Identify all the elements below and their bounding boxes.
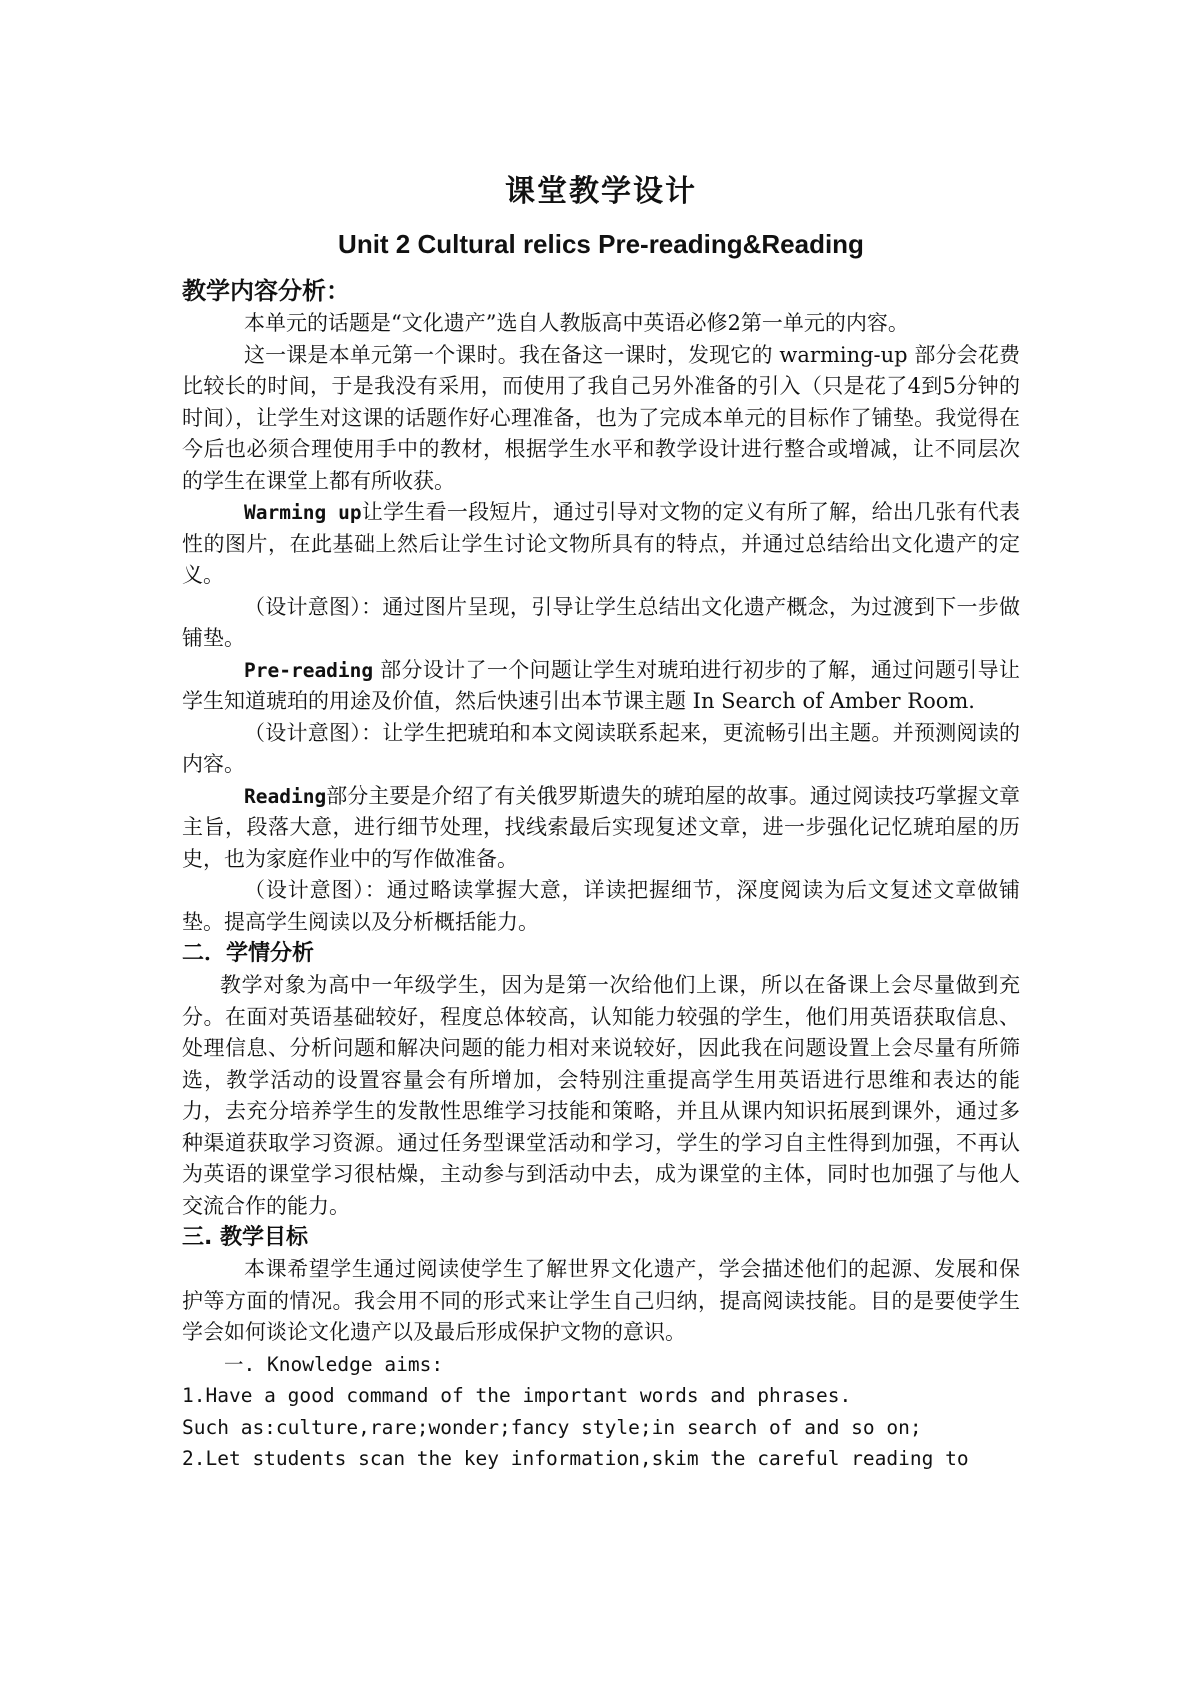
list-item: 1.Have a good command of the important words and phrases. (182, 1384, 852, 1407)
knowledge-aims-heading: 一. Knowledge aims: (224, 1352, 444, 1376)
paragraph: 这一课是本单元第一个课时。我在备这一课时，发现它的 warming-up 部分会花费比较长的时间，于是我没有采用，而使用了我自己另外准备的引入（只是花了4到5分钟的时间），让学生对这课的话题作好心理准备，也为了完成本单元的目标作了铺垫。我觉得在今后也必须合理使用手中的教材，根据学生水平和教学设计进行整合或增减，让不同层次的学生在课堂上都有所收获。 (182, 342, 1020, 493)
section-heading-learner-analysis: 二．学情分析 (182, 941, 315, 966)
paragraph-lead-term: Pre-reading (244, 658, 374, 682)
paragraph: 本单元的话题是“文化遗产”选自人教版高中英语必修2第一单元的内容。 (244, 311, 909, 335)
page-title: 课堂教学设计 (505, 174, 697, 209)
paragraph-text: 部分主要是介绍了有关俄罗斯遗失的琥珀屋的故事。通过阅读技巧掌握文章主旨，段落大意，进行细节处理，找线索最后实现复述文章，进一步强化记忆琥珀屋的历史，也为家庭作业中的写作做准备。 (182, 783, 1020, 871)
paragraph (182, 655, 1020, 718)
page-subtitle: Unit 2 Cultural relics Pre-reading&Reading (338, 229, 864, 259)
design-intent-paragraph: （设计意图）：通过略读掌握大意，详读把握细节，深度阅读为后文复述文章做铺垫。提高学生阅读以及分析概括能力。 (182, 878, 1020, 934)
design-intent-paragraph: （设计意图）：通过图片呈现，引导让学生总结出文化遗产概念，为过渡到下一步做铺垫。 (182, 594, 1020, 650)
paragraph-lead-term: Reading (244, 784, 327, 808)
section-heading-objectives: 三. 教学目标 (182, 1225, 309, 1250)
list-item: 2.Let students scan the key information,skim the careful reading to (182, 1447, 969, 1470)
design-intent-paragraph: （设计意图）：让学生把琥珀和本文阅读联系起来，更流畅引出主题。并预测阅读的内容。 (182, 720, 1020, 776)
paragraph-text: 部分设计了一个问题让学生对琥珀进行初步的了解，通过问题引导让学生知道琥珀的用途及价值，然后快速引出本节课主题 In Search of Amber Room. (182, 657, 1020, 713)
list-item: Such as:culture,rare;wonder;fancy style;in search of and so on; (182, 1415, 922, 1439)
paragraph-lead-term: Warming up (244, 501, 362, 524)
document-body (182, 160, 1020, 1475)
paragraph: 本课希望学生通过阅读使学生了解世界文化遗产，学会描述他们的起源、发展和保护等方面的情况。我会用不同的形式来让学生自己归纳，提高阅读技能。目的是要使学生学会如何谈论文化遗产以及最后形成保护文物的意识。 (182, 1257, 1020, 1344)
paragraph (182, 497, 1020, 592)
paragraph-text: 让学生看一段短片，通过引导对文物的定义有所了解，给出几张有代表性的图片，在此基础上然后让学生讨论文物所具有的特点，并通过总结给出文化遗产的定义。 (182, 500, 1020, 587)
paragraph (182, 781, 1020, 876)
paragraph: 教学对象为高中一年级学生，因为是第一次给他们上课，所以在备课上会尽量做到充分。在面对英语基础较好，程度总体较高，认知能力较强的学生，他们用英语获取信息、处理信息、分析问题和解决问题的能力相对来说较好，因此我在问题设置上会尽量有所筛选，教学活动的设置容量会有所增加，会特别注重提高学生用英语进行思维和表达的能力，去充分培养学生的发散性思维学习技能和策略，并且从课内知识拓展到课外，通过多种渠道获取学习资源。通过任务型课堂活动和学习，学生的学习自主性得到加强，不再认为英语的课堂学习很枯燥，主动参与到活动中去，成为课堂的主体，同时也加强了与他人交流合作的能力。 (182, 973, 1020, 1218)
section-heading-content-analysis: 教学内容分析： (182, 277, 350, 305)
